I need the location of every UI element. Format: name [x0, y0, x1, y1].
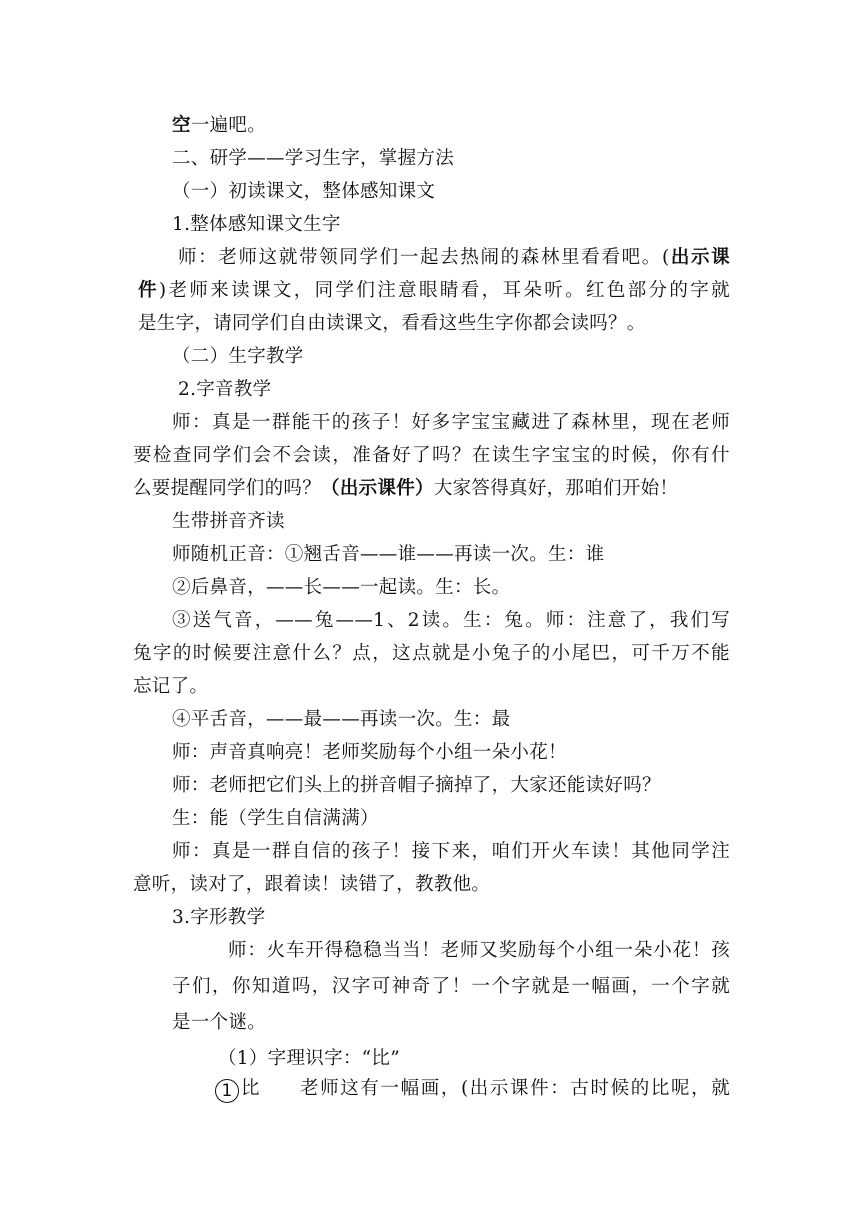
item-heading: 3.字形教学	[172, 907, 266, 928]
bold-text: 空	[172, 115, 191, 136]
subsection-heading: （二）生字教学	[172, 346, 304, 367]
paragraph-line: 师：声音真响亮！老师奖励每个小组一朵小花！	[172, 742, 567, 763]
sub-item-heading: （1）字理识字：“比”	[218, 1048, 400, 1069]
paragraph-line	[172, 113, 266, 139]
paragraph-line: 是生字，请同学们自由读课文，看看这些生字你都会读吗？。	[138, 313, 646, 334]
bold-text: 出示课	[669, 247, 730, 268]
item-heading: 1.整体感知课文生字	[172, 214, 341, 235]
paragraph-line: ④平舌音，——最——再读一次。生：最	[172, 709, 511, 730]
text: 么要提醒同学们的吗？	[133, 478, 322, 499]
paragraph-line: ②后鼻音，——长——一起读。生：长。	[172, 577, 511, 598]
text: 一遍吧。	[190, 115, 267, 136]
paragraph-line: 忘记了。	[133, 676, 209, 697]
paragraph-line	[138, 278, 730, 304]
paragraph-line	[178, 245, 730, 271]
bold-text: （出示课件）	[321, 478, 434, 499]
paragraph-line: 意听，读对了，跟着读！读错了，教教他。	[133, 874, 491, 895]
text: 比	[241, 1078, 260, 1099]
item-heading: 2.字音教学	[178, 379, 272, 400]
text: 大家答得真好，那咱们开始！	[433, 478, 679, 499]
paragraph-line: 师：真是一群能干的孩子！好多字宝宝藏进了森林里，现在老师	[172, 412, 730, 433]
paragraph-line: 师随机正音：①翘舌音——谁——再读一次。生：谁	[172, 544, 605, 565]
paragraph-line: 师：老师把它们头上的拼音帽子摘掉了，大家还能读好吗？	[172, 775, 661, 796]
text: )老师来读课文，同学们注意眼睛看，耳朵听。红色部分的字就	[158, 280, 730, 301]
paragraph-line	[133, 476, 678, 502]
circled-number-icon: 1	[215, 1079, 239, 1103]
paragraph-line: ③送气音，——兔——1、2读。生：兔。师：注意了，我们写	[172, 610, 730, 631]
text: 师：老师这就带领同学们一起去热闹的森林里看看吧。(	[178, 247, 670, 268]
paragraph-line: 要检查同学们会不会读，准备好了吗？在读生字宝宝的时候，你有什	[133, 445, 730, 466]
paragraph-line: 兔字的时候要注意什么？点，这点就是小兔子的小尾巴，可千万不能	[133, 643, 730, 664]
section-heading: 二、研学——学习生字，掌握方法	[172, 148, 455, 169]
paragraph-line: 生：能（学生自信满满）	[172, 808, 379, 829]
paragraph-line	[215, 1076, 260, 1103]
paragraph-line: 生带拼音齐读	[172, 511, 285, 532]
paragraph-line: 子们，你知道吗，汉字可神奇了！一个字就是一幅画，一个字就	[172, 976, 730, 997]
subsection-heading: （一）初读课文，整体感知课文	[172, 181, 436, 202]
paragraph-line: 师：火车开得稳稳当当！老师又奖励每个小组一朵小花！孩	[228, 940, 730, 961]
paragraph-line: 是一个谜。	[172, 1012, 267, 1033]
paragraph-line: 老师这有一幅画，(出示课件：古时候的比呢，就	[300, 1078, 730, 1099]
bold-text: 件	[138, 280, 159, 301]
paragraph-line: 师：真是一群自信的孩子！接下来，咱们开火车读！其他同学注	[172, 841, 730, 862]
